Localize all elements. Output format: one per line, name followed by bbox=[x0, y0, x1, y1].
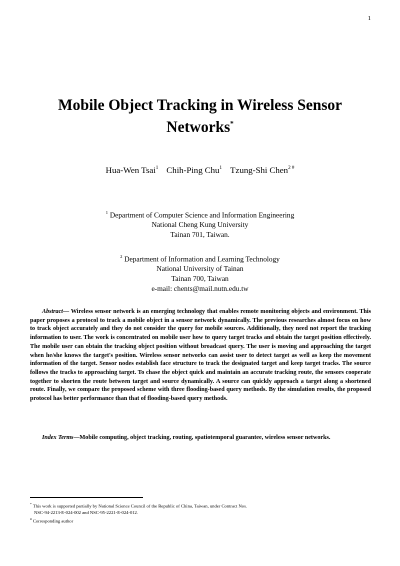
footnote-1-line-2: NSC-94-2213-E-024-002 and NSC-95-2221-E-024-012. bbox=[34, 509, 138, 515]
footnote-2-text: Corresponding author bbox=[32, 518, 74, 524]
title-line-2-text: Networks bbox=[166, 119, 231, 137]
abstract bbox=[30, 308, 371, 404]
affiliation-2 bbox=[40, 252, 360, 294]
abstract-label: Abstract bbox=[42, 309, 63, 315]
affiliation-2-line-2: National University of Tainan bbox=[156, 264, 244, 274]
affiliation-2-dept: Department of Information and Learning Technology bbox=[124, 254, 280, 264]
footnote-divider bbox=[30, 497, 143, 498]
author-2-marks: 1 bbox=[219, 166, 222, 172]
index-terms-text: —Mobile computing, object tracking, routing, spatiotemporal guarantee, wireless sensor networks. bbox=[73, 435, 331, 441]
author-1-name: Hua-Wen Tsai bbox=[105, 165, 156, 175]
author-3-name: Tzung-Shi Chen bbox=[230, 165, 289, 175]
author-list bbox=[40, 165, 360, 175]
affiliation-1-mark: 1 bbox=[105, 210, 109, 215]
affiliation-1-line-2: National Cheng Kung University bbox=[151, 220, 249, 230]
author-2 bbox=[166, 165, 222, 175]
affiliation-2-email: e-mail: chents@mail.nutn.edu.tw bbox=[151, 284, 249, 294]
footnote-2-mark: # bbox=[30, 517, 32, 522]
index-terms-paragraph bbox=[30, 434, 371, 443]
affiliation-1-dept: Department of Computer Science and Information Engineering bbox=[109, 210, 295, 220]
abstract-paragraph bbox=[30, 308, 371, 404]
affiliation-1-line-1 bbox=[40, 208, 360, 220]
author-3-marks: 2 # bbox=[288, 166, 295, 172]
affiliation-2-line-3: Tainan 700, Taiwan bbox=[171, 274, 229, 284]
index-terms-label: Index Terms bbox=[42, 435, 74, 441]
abstract-text: — Wireless sensor network is an emerging technology that enables remote monitoring objects and environment. This paper proposes a protocol to track a mobile object in a sensor network dynamically. The previous researches almost focus on how to track object accurately and they do not consider the query for mobile sources. Additionally, they need not report the tracking information to user. The work is concentrated on mobile user how to query target tracks and obtain the target position effectively. The mobile user can obtain the tracking object position without broadcast query. The user is moving and approaching the target when he/she knows the target's position. Wireless sensor networks can assist user to detect target as well as keep the movement information of the target. Sensor nodes establish face structure to track the designated target and keep target tracks. The source follows the tracks to approaching target. To chase the object quick and maintain an accurate tracking route, the sensors cooperate together to shorten the route between target and source dynamically. A source can quickly approach a target along a shortened route. Finally, we compare the proposed scheme with three flooding-based query methods. By the simulation results, the proposed protocol has better performance than that of flooding-based query methods. bbox=[30, 309, 371, 403]
footnote-1-mark: * bbox=[30, 502, 32, 506]
author-3 bbox=[230, 165, 294, 175]
title-line-1: Mobile Object Tracking in Wireless Sensor bbox=[57, 97, 343, 114]
affiliation-1-line-3: Tainan 701, Taiwan. bbox=[170, 230, 230, 240]
author-1 bbox=[106, 165, 159, 175]
affiliation-2-mark: 2 bbox=[120, 254, 123, 259]
footnotes bbox=[30, 501, 360, 525]
title-line-2 bbox=[40, 115, 360, 137]
index-terms bbox=[30, 434, 371, 443]
affiliation-1 bbox=[40, 208, 360, 240]
page-number: 1 bbox=[367, 15, 371, 22]
affiliation-2-line-1 bbox=[40, 252, 360, 264]
author-1-marks: 1 bbox=[155, 166, 159, 172]
footnote-2 bbox=[30, 516, 360, 525]
footnote-1-line-1: This work is supported partially by National Science Council of the Republic of China, Taiwan, under Contract Nos. bbox=[32, 503, 248, 509]
author-2-name: Chih-Ping Chu bbox=[166, 165, 220, 175]
paper-title bbox=[40, 96, 360, 137]
footnote-1 bbox=[30, 501, 360, 510]
title-footnote-marker: * bbox=[230, 120, 234, 128]
